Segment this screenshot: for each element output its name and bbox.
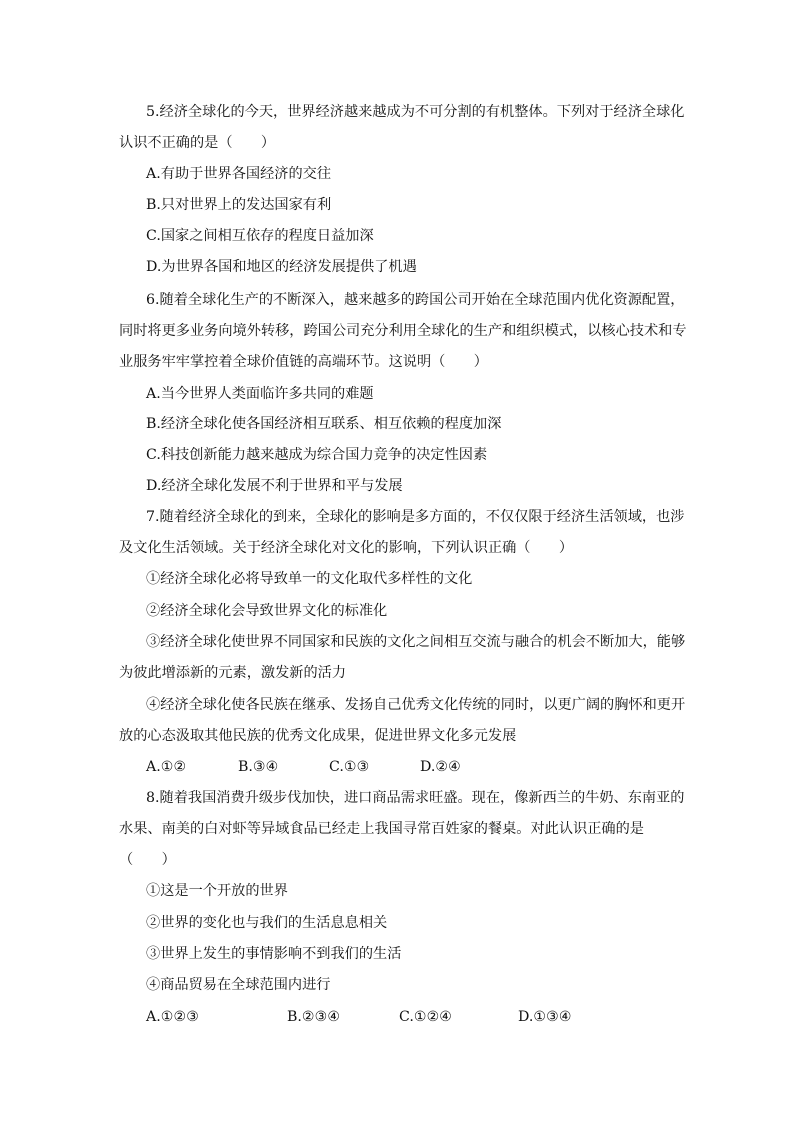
q5-option-b: B.只对世界上的发达国家有利	[146, 197, 332, 213]
q6-stem-line-2: 同时将更多业务向境外转移，跨国公司充分利用全球化的生产和组织模式，以核心技术和专	[119, 323, 687, 339]
q8-statement-1: ①这是一个开放的世界	[146, 883, 288, 899]
q5-stem-line-2: 认识不正确的是（ ）	[119, 135, 276, 151]
q7-stem-line-1: 7.随着经济全球化的到来，全球化的影响是多方面的，不仅仅限于经济生活领域，也涉	[146, 509, 685, 525]
q8-choice-b: B.②③④	[287, 1009, 341, 1025]
q7-choice-a: A.①②	[146, 759, 187, 775]
q5-option-d: D.为世界各国和地区的经济发展提供了机遇	[146, 259, 417, 275]
q7-choice-c: C.①③	[329, 759, 370, 775]
q6-stem-line-1: 6.随着全球化生产的不断深入，越来越多的跨国公司开始在全球范围内优化资源配置，	[146, 292, 685, 308]
q7-choice-b: B.③④	[238, 759, 279, 775]
q8-choice-a: A.①②③	[146, 1009, 199, 1025]
q6-option-a: A.当今世界人类面临许多共同的难题	[146, 386, 374, 402]
q6-option-c: C.科技创新能力越来越成为综合国力竞争的决定性因素	[146, 447, 488, 463]
q8-stem-line-3: （ ）	[119, 852, 176, 868]
q6-option-d: D.经济全球化发展不利于世界和平与发展	[146, 478, 403, 494]
q8-stem-line-1: 8.随着我国消费升级步伐加快，进口商品需求旺盛。现在，像新西兰的牛奶、东南亚的	[146, 790, 685, 806]
q7-statement-1: ①经济全球化必将导致单一的文化取代多样性的文化	[146, 571, 473, 587]
q5-stem-line-1: 5.经济全球化的今天，世界经济越来越成为不可分割的有机整体。下列对于经济全球化	[146, 104, 685, 120]
q7-statement-2: ②经济全球化会导致世界文化的标准化	[146, 603, 388, 619]
q5-option-c: C.国家之间相互依存的程度日益加深	[146, 228, 374, 244]
q8-choice-c: C.①②④	[399, 1009, 453, 1025]
q7-choice-d: D.②④	[420, 759, 461, 775]
q8-statement-4: ④商品贸易在全球范围内进行	[146, 977, 331, 993]
q7-statement-3-line-1: ③经济全球化使世界不同国家和民族的文化之间相互交流与融合的机会不断加大，能够	[146, 634, 686, 650]
q6-stem-line-3: 业服务牢牢掌控着全球价值链的高端环节。这说明（ ）	[119, 354, 488, 370]
q8-choice-d: D.①③④	[518, 1009, 572, 1025]
q5-option-a: A.有助于世界各国经济的交往	[146, 166, 332, 182]
q7-statement-4-line-1: ④经济全球化使各民族在继承、发扬自己优秀文化传统的同时，以更广阔的胸怀和更开	[146, 697, 686, 713]
q7-statement-4-line-2: 放的心态汲取其他民族的优秀文化成果，促进世界文化多元发展	[119, 728, 517, 744]
q8-statement-2: ②世界的变化也与我们的生活息息相关	[146, 915, 388, 931]
q7-statement-3-line-2: 为彼此增添新的元素，激发新的活力	[119, 665, 347, 681]
q8-stem-line-2: 水果、南美的白对虾等异域食品已经走上我国寻常百姓家的餐桌。对此认识正确的是	[119, 821, 644, 837]
q6-option-b: B.经济全球化使各国经济相互联系、相互依赖的程度加深	[146, 416, 502, 432]
q7-stem-line-2: 及文化生活领域。关于经济全球化对文化的影响，下列认识正确（ ）	[119, 540, 574, 556]
q8-statement-3: ③世界上发生的事情影响不到我们的生活	[146, 946, 402, 962]
